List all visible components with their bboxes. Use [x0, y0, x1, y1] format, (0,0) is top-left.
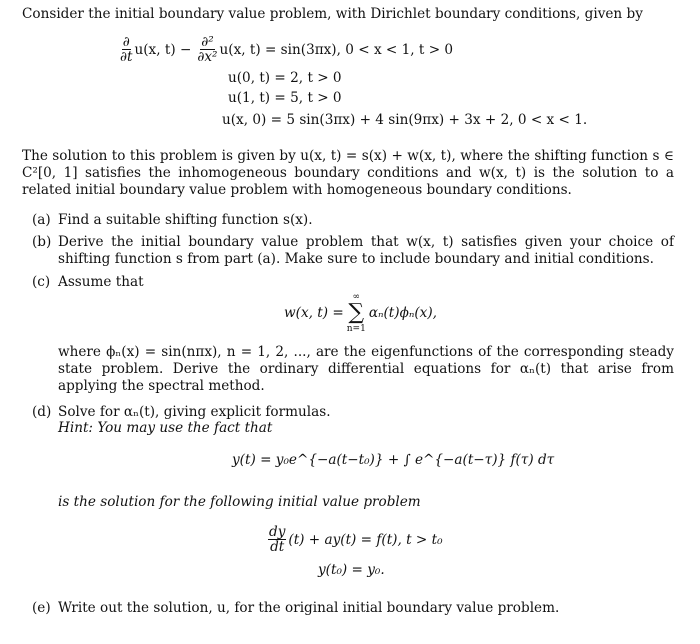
part-c-label: (c): [32, 274, 51, 290]
ivp-ode-rest: (t) + ay(t) = f(t), t > t₀: [288, 532, 443, 548]
part-d-text: Solve for αₙ(t), giving explicit formulas.: [58, 404, 331, 420]
sum-lower-limit: n=1: [346, 324, 366, 334]
ivp-ode: [268, 522, 443, 558]
summation-symbol: ∞ ∑ n=1: [346, 292, 366, 334]
intro-text: Consider the initial boundary value problem, with Dirichlet boundary conditions, given by: [22, 6, 643, 22]
part-e-label: (e): [32, 600, 51, 616]
initial-condition: u(x, 0) = 5 sin(3πx) + 4 sin(9πx) + 3x + 2, 0 < x < 1.: [222, 112, 588, 128]
series-lhs: w(x, t) =: [284, 305, 344, 321]
part-a-text: Find a suitable shifting function s(x).: [58, 212, 313, 228]
ivp-initial-condition: y(t₀) = y₀.: [318, 562, 385, 578]
ivp-solution-formula: y(t) = y₀e^{−a(t−t₀)} + ∫ e^{−a(t−τ)} f(τ) dτ: [232, 452, 555, 468]
part-d-label: (d): [32, 404, 52, 420]
part-b-label: (b): [32, 234, 52, 250]
boundary-condition-right: u(1, t) = 5, t > 0: [228, 90, 342, 106]
boundary-condition-left: u(0, t) = 2, t > 0: [228, 70, 342, 86]
pde-rhs-tail: u(x, t) = sin(3πx), 0 < x < 1, t > 0: [219, 42, 454, 58]
solution-paragraph: The solution to this problem is given by u(x, t) = s(x) + w(x, t), where the shifting function s ∈ C²[0, 1] satisfies the inhomogeneous boundary conditions and w(x, t) is the solution to a related initial boundary value problem with homogeneous boundary conditions.: [22, 148, 674, 198]
series-expansion-equation: [284, 288, 437, 338]
dy-dt-fraction: $\frac{dy}{dt}$: [269, 524, 286, 555]
partial-t-fraction: $\frac{\partial}{\partial t}$: [120, 34, 133, 65]
sum-upper-limit: ∞: [352, 292, 361, 302]
part-a-label: (a): [32, 212, 51, 228]
part-e-text: Write out the solution, u, for the original initial boundary value problem.: [58, 600, 560, 616]
part-c-eigenfunction-text: where ϕₙ(x) = sin(nπx), n = 1, 2, ..., are the eigenfunctions of the corresponding steady state problem. Derive the ordinary differential equations for αₙ(t) that arise from applying the spectral method.: [58, 344, 674, 394]
series-rhs: αₙ(t)ϕₙ(x),: [368, 305, 437, 321]
pde-equation: [120, 30, 453, 70]
part-d-is-solution-text: is the solution for the following initial value problem: [58, 494, 421, 510]
part-d-hint: Hint: You may use the fact that: [58, 420, 273, 436]
part-b-text: Derive the initial boundary value problem that w(x, t) satisfies given your choice of shifting function s from part (a). Make sure to include boundary and initial conditions.: [58, 234, 674, 267]
part-c-text: Assume that: [58, 274, 144, 290]
pde-lhs-tail: u(x, t) −: [134, 42, 192, 58]
partial-xx-fraction: $\frac{\text{∂²}}{\text{∂x²}}$: [197, 34, 218, 65]
